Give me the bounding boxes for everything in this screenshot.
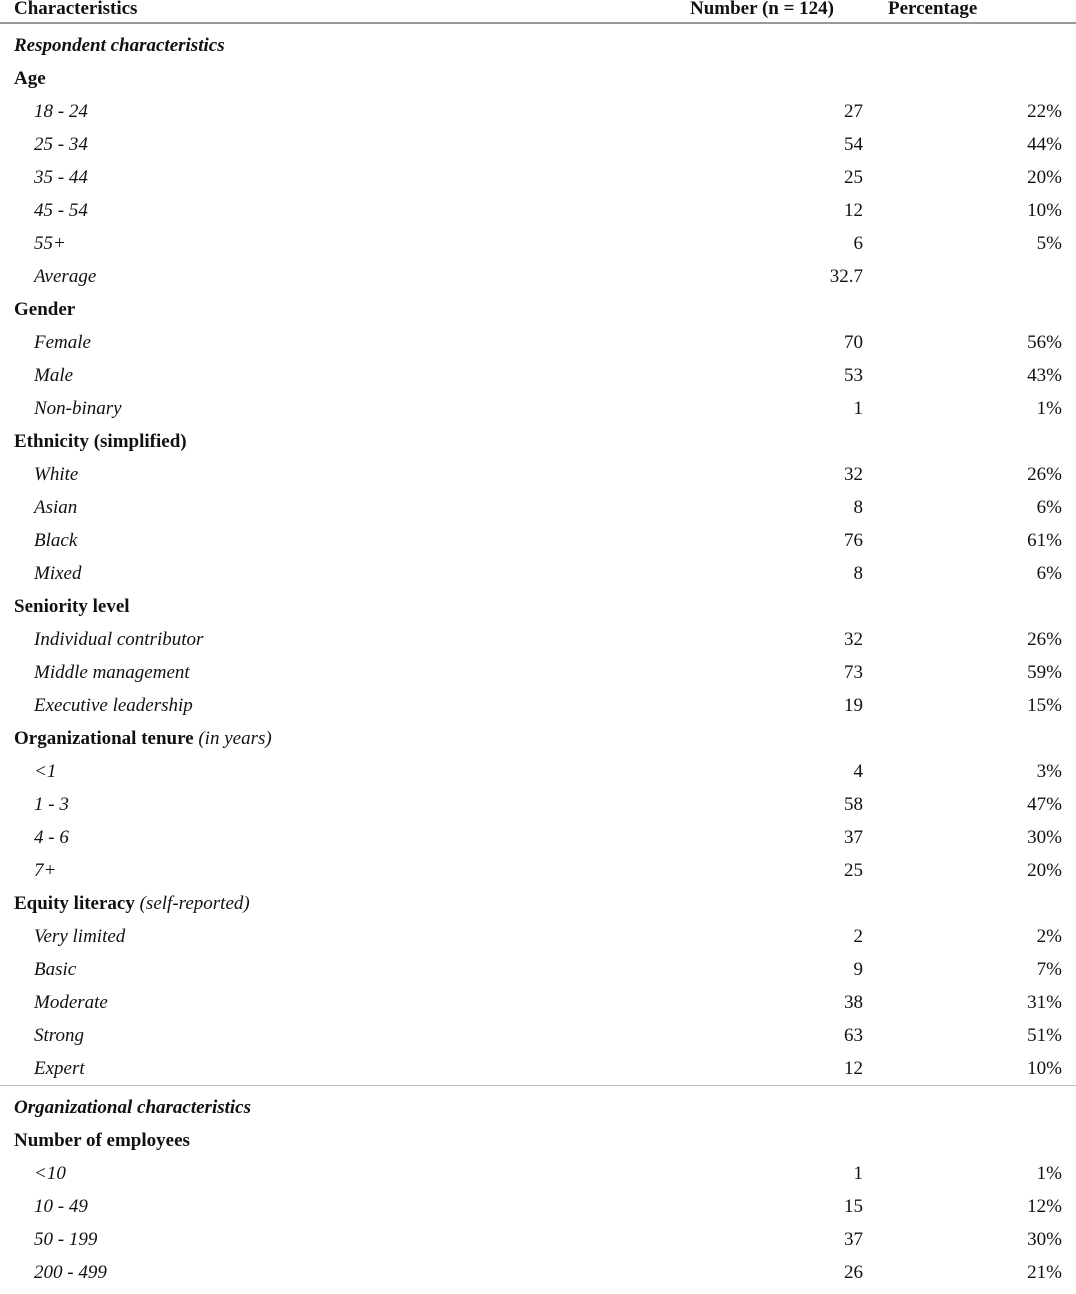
row-number: 53	[844, 365, 863, 386]
row-label: <1	[34, 761, 57, 782]
row-number: 1	[853, 1163, 863, 1184]
row-number: 8	[853, 563, 863, 584]
group-title-text: Age	[14, 68, 46, 89]
row-label: Individual contributor	[34, 629, 204, 650]
row-label: Middle management	[34, 662, 190, 683]
row-percentage: 30%	[1027, 1229, 1062, 1250]
row-label: Executive leadership	[34, 695, 193, 716]
row-label: 18 - 24	[34, 101, 88, 122]
row-percentage: 43%	[1027, 365, 1062, 386]
row-label: 200 - 499	[34, 1262, 107, 1283]
row-number: 6	[853, 233, 863, 254]
group-heading-row	[0, 67, 1076, 100]
table-row	[0, 100, 1076, 133]
row-number: 70	[844, 332, 863, 353]
section-title: Respondent characteristics	[14, 35, 225, 56]
row-percentage: 21%	[1027, 1262, 1062, 1283]
row-number: 37	[844, 1229, 863, 1250]
row-number: 32.7	[829, 266, 863, 287]
group-title-note: (self-reported)	[139, 893, 250, 914]
table-row	[0, 694, 1076, 727]
row-number: 2	[853, 926, 863, 947]
row-percentage: 7%	[1036, 959, 1062, 980]
row-percentage: 44%	[1027, 134, 1062, 155]
table-header	[0, 0, 1076, 22]
row-number: 4	[853, 761, 863, 782]
row-percentage: 59%	[1027, 662, 1062, 683]
row-percentage: 15%	[1027, 695, 1062, 716]
row-label: <10	[34, 1163, 66, 1184]
row-label: Mixed	[34, 563, 82, 584]
table-row	[0, 496, 1076, 529]
row-label: Moderate	[34, 992, 108, 1013]
row-number: 26	[844, 1262, 863, 1283]
table-row	[0, 1195, 1076, 1228]
group-title	[14, 1129, 190, 1153]
row-label: 1 - 3	[34, 794, 69, 815]
table-row	[0, 958, 1076, 991]
header-number: Number (n = 124)	[690, 0, 835, 19]
section-title: Organizational characteristics	[14, 1097, 251, 1118]
row-percentage: 22%	[1027, 101, 1062, 122]
row-percentage: 3%	[1036, 761, 1062, 782]
row-label: Basic	[34, 959, 77, 980]
row-label: 45 - 54	[34, 200, 88, 221]
group-heading-row	[0, 727, 1076, 760]
header-percentage: Percentage	[888, 0, 978, 19]
row-percentage: 26%	[1027, 629, 1062, 650]
table-row	[0, 1228, 1076, 1261]
group-title-text: Organizational tenure	[14, 728, 194, 749]
row-percentage: 31%	[1027, 992, 1062, 1013]
group-title-text: Equity literacy	[14, 893, 135, 914]
table-row	[0, 397, 1076, 430]
group-title-text: Number of employees	[14, 1130, 190, 1151]
row-number: 12	[844, 1058, 863, 1079]
section-heading-row	[0, 34, 1076, 67]
row-label: 7+	[34, 860, 57, 881]
group-title-note: (in years)	[198, 728, 272, 749]
row-number: 58	[844, 794, 863, 815]
group-title	[14, 892, 250, 916]
group-title	[14, 727, 272, 751]
row-label: Black	[34, 530, 78, 551]
row-label: 35 - 44	[34, 167, 88, 188]
table-row	[0, 1261, 1076, 1294]
row-label: 50 - 199	[34, 1229, 98, 1250]
table-row	[0, 562, 1076, 595]
row-percentage: 26%	[1027, 464, 1062, 485]
row-percentage: 10%	[1027, 200, 1062, 221]
row-percentage: 51%	[1027, 1025, 1062, 1046]
row-percentage: 1%	[1036, 398, 1062, 419]
section-heading-row	[0, 1096, 1076, 1129]
table-row	[0, 859, 1076, 892]
row-percentage: 47%	[1027, 794, 1062, 815]
row-percentage: 61%	[1027, 530, 1062, 551]
table-row	[0, 793, 1076, 826]
row-percentage: 20%	[1027, 167, 1062, 188]
row-label: 55+	[34, 233, 66, 254]
row-number: 12	[844, 200, 863, 221]
row-number: 63	[844, 1025, 863, 1046]
row-percentage: 6%	[1036, 497, 1062, 518]
row-number: 37	[844, 827, 863, 848]
table-row	[0, 628, 1076, 661]
row-number: 73	[844, 662, 863, 683]
group-title	[14, 430, 187, 454]
row-label: Expert	[34, 1058, 85, 1079]
group-title	[14, 595, 130, 619]
table-row	[0, 199, 1076, 232]
table-row	[0, 991, 1076, 1024]
table-row	[0, 826, 1076, 859]
table-row	[0, 760, 1076, 793]
row-number: 19	[844, 695, 863, 716]
row-label: White	[34, 464, 79, 485]
row-label: Average	[34, 266, 97, 287]
row-label: Female	[34, 332, 91, 353]
row-percentage: 2%	[1036, 926, 1062, 947]
row-percentage: 56%	[1027, 332, 1062, 353]
row-percentage: 30%	[1027, 827, 1062, 848]
row-number: 27	[844, 101, 863, 122]
row-number: 32	[844, 629, 863, 650]
table-row	[0, 1057, 1076, 1090]
table-row	[0, 1162, 1076, 1195]
row-percentage: 20%	[1027, 860, 1062, 881]
group-heading-row	[0, 1129, 1076, 1162]
row-label: 10 - 49	[34, 1196, 88, 1217]
row-percentage: 1%	[1036, 1163, 1062, 1184]
row-number: 9	[853, 959, 863, 980]
group-heading-row	[0, 430, 1076, 463]
table-row	[0, 331, 1076, 364]
table-row	[0, 265, 1076, 298]
row-percentage: 10%	[1027, 1058, 1062, 1079]
row-number: 76	[844, 530, 863, 551]
group-title-text: Ethnicity (simplified)	[14, 431, 187, 452]
row-number: 25	[844, 167, 863, 188]
table-row	[0, 661, 1076, 694]
header-rule	[0, 22, 1076, 24]
table-row	[0, 463, 1076, 496]
row-percentage: 6%	[1036, 563, 1062, 584]
group-title-text: Gender	[14, 299, 76, 320]
group-title	[14, 298, 75, 322]
row-number: 38	[844, 992, 863, 1013]
table-row	[0, 232, 1076, 265]
table-row	[0, 1024, 1076, 1057]
row-label: Strong	[34, 1025, 84, 1046]
group-heading-row	[0, 298, 1076, 331]
table-row	[0, 364, 1076, 397]
row-label: 4 - 6	[34, 827, 69, 848]
group-title	[14, 67, 46, 91]
row-number: 8	[853, 497, 863, 518]
row-label: Male	[34, 365, 74, 386]
header-characteristics: Characteristics	[14, 0, 138, 19]
row-number: 15	[844, 1196, 863, 1217]
row-number: 32	[844, 464, 863, 485]
group-heading-row	[0, 892, 1076, 925]
table-row	[0, 529, 1076, 562]
row-label: Very limited	[34, 926, 126, 947]
row-number: 54	[844, 134, 863, 155]
row-number: 1	[853, 398, 863, 419]
group-heading-row	[0, 595, 1076, 628]
row-number: 25	[844, 860, 863, 881]
row-label: 25 - 34	[34, 134, 88, 155]
table-row	[0, 925, 1076, 958]
row-label: Asian	[34, 497, 78, 518]
table-row	[0, 166, 1076, 199]
table-row	[0, 133, 1076, 166]
group-title-text: Seniority level	[14, 596, 130, 617]
row-label: Non-binary	[34, 398, 122, 419]
row-percentage: 12%	[1027, 1196, 1062, 1217]
row-percentage: 5%	[1036, 233, 1062, 254]
